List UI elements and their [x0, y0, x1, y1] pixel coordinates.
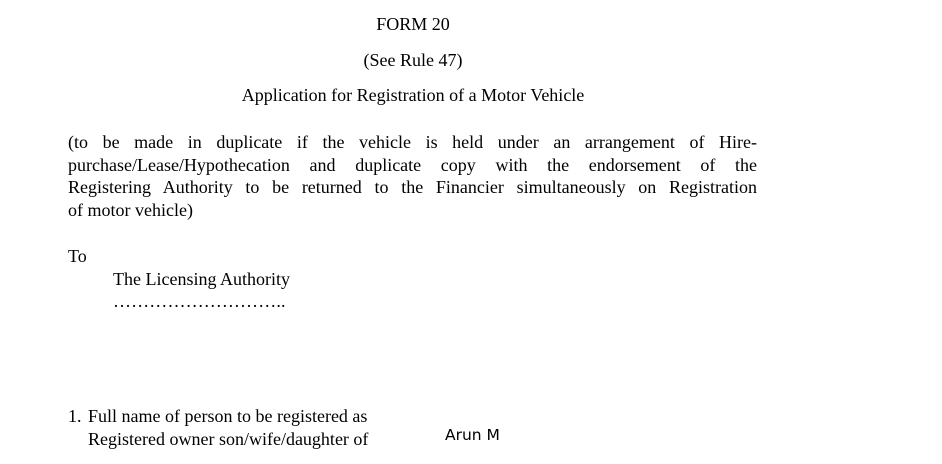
owner-name-value[interactable]: Arun M	[445, 426, 500, 444]
instructions-line: of motor vehicle)	[68, 199, 193, 220]
item-number: 1.	[68, 406, 82, 426]
to-label: To	[68, 246, 87, 266]
instructions-line: (to be made in duplicate if the vehicle is held under an arrangement of Hire-	[68, 132, 757, 152]
addressee-authority: The Licensing Authority	[113, 269, 290, 289]
form-subject: Application for Registration of a Motor Vehicle	[241, 85, 585, 105]
instructions-line: Registering Authority to be returned to the Financier simultaneously on Registration	[68, 177, 757, 198]
addressee-blank-field: ………………………..	[113, 291, 286, 311]
instructions-paragraph	[68, 131, 757, 221]
item-label-line1: Full name of person to be registered as	[88, 406, 368, 426]
rule-reference: (See Rule 47)	[363, 50, 463, 70]
instructions-line: purchase/Lease/Hypothecation and duplicate copy with the endorsement of the	[68, 154, 757, 175]
item-label-line2: Registered owner son/wife/daughter of	[88, 429, 369, 449]
form-title: FORM 20	[376, 14, 450, 34]
